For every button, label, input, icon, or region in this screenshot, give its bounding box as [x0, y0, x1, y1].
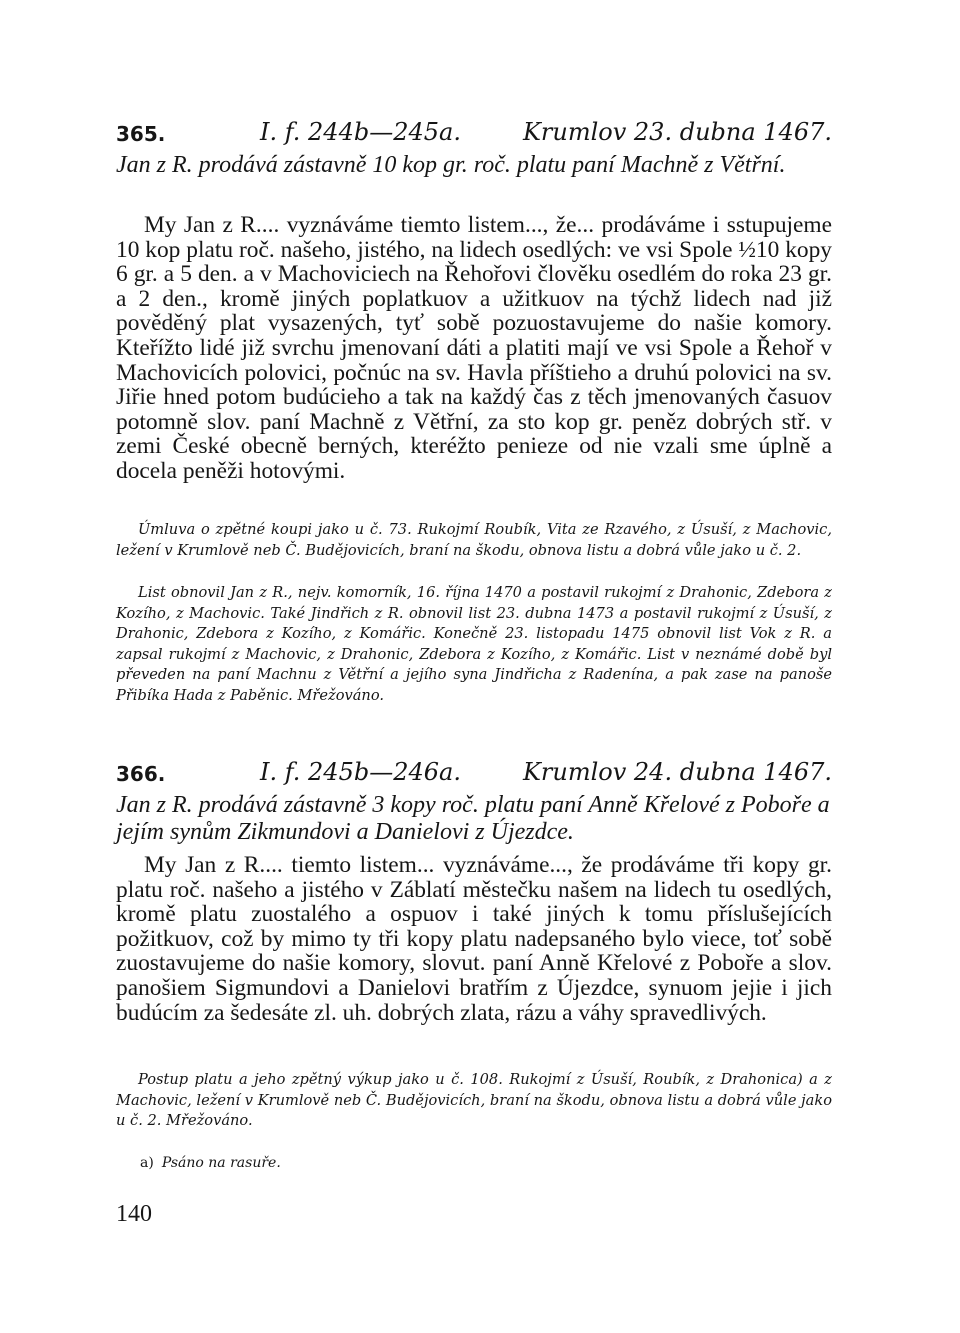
entry-text: My Jan z R.... vyznáváme tiemto listem..., že... prodáváme i sstupujeme 10 kop platu roč. našeho, jistého, na lidech osedlých: ve vsi Spole ½10 kopy 6 gr. a 5 den. a v Machoviciech na Řehořovi člověku osedlém do roka 23 gr. a 2 den., kromě jiných poplatkuov a užitkuov na týchž lidech nad již pověděný plat vysazených, tyť sobě pozuostavujeme do našie komory. Kteřížto lidé již svrchu jmenovaní dáti a platiti mají ve vsi Spole a Řehoř v Machovicích polovici, počnúc na sv. Havla příštieho a druhú polovici na sv. Jiřie hned potom budúcieho a tak na každý čas z těch jmenovaných časuov potomně slov. paní Machně z Větřní, za sto kop gr. peněz dobrých stř. v zemi České obecně berných, kteréžto penieze od nie vzali sme úplně a docela peněži hotovými. — [116, 212, 832, 484]
place-date: Krumlov 23. dubna 1467. — [522, 118, 832, 146]
entry-note: Úmluva o zpětné koupi jako u č. 73. Rukojmí Roubík, Vita ze Rzavého, z Úsuší, z Machovic, ležení v Krumlově neb Č. Budějovicích, braní na škodu, obnova listu a dobrá vůle jako u č. 2. — [116, 521, 832, 559]
entry-note: Postup platu a jeho zpětný výkup jako u č. 108. Rukojmí z Úsuší, Roubík, z Drahonica) a z Machovic, ležení v Krumlově neb Č. Budějovicích, braní na škodu, obnova listu a dobrá vůle jako u č. 2. Mřežováno. — [116, 1071, 832, 1130]
folio-reference: I. f. 244b—245a. — [260, 118, 461, 146]
entry-number: 366. — [116, 762, 166, 786]
footnote-mark: a) — [140, 1155, 154, 1171]
place-date: Krumlov 24. dubna 1467. — [522, 758, 832, 786]
entry-regest: Jan z R. prodává zástavně 3 kopy roč. platu paní Anně Křelové z Pobořе a jejím synům Zikmundovi a Danielovi z Újezdce. — [116, 792, 830, 845]
footnote — [140, 1155, 281, 1171]
entry-text: My Jan z R.... tiemto listem... vyznáváme..., že prodáváme tři kopy gr. platu roč. našeho a jistého v Záblatí městečku našem na lidech tu osedlých, kromě platu zuostalého a ospuov i také jiných k tomu příslušejících požitkuov, což by mimo ty tři kopy platu nadepsaného bylo viece, toť sobě zuostavujeme do našie komory, slovut. paní Anně Křelové z Pobořе a slov. panošiem Sigmundovi a Danielovi bratřím z Újezdce, synuom jejie i jich budúcím za šedesáte zl. uh. dobrých zlata, rázu a váhy spravedlivých. — [116, 852, 832, 1026]
entry-note: List obnovil Jan z R., nejv. komorník, 16. října 1470 a postavil rukojmí z Drahonic, Zdebora z Kozího, z Machovic. Také Jindřich z R. obnovil list 23. dubna 1473 a postavil rukojmí z Úsuší, z Drahonic, Zdebora z Kozího, z Komářic. Konečně 23. listopadu 1475 obnovil list Vok z R. a zapsal rukojmí z Machovic, z Drahonic, Zdebora z Kozího, z Komářic. List v neznámé době byl převeden na paní Machnu z Větřní a jejího syna Jindřicha z Radenína, a pak zase na panoše Přibíka Hada z Paběnic. Mřežováno. — [116, 584, 832, 704]
entry-number: 365. — [116, 122, 166, 146]
page-number: 140 — [116, 1201, 152, 1227]
folio-reference: I. f. 245b—246a. — [260, 758, 461, 786]
footnote-text: Psáno na rasuře. — [161, 1155, 281, 1171]
entry-regest: Jan z R. prodává zástavně 10 kop gr. roč. platu paní Machně z Větřní. — [116, 152, 786, 178]
